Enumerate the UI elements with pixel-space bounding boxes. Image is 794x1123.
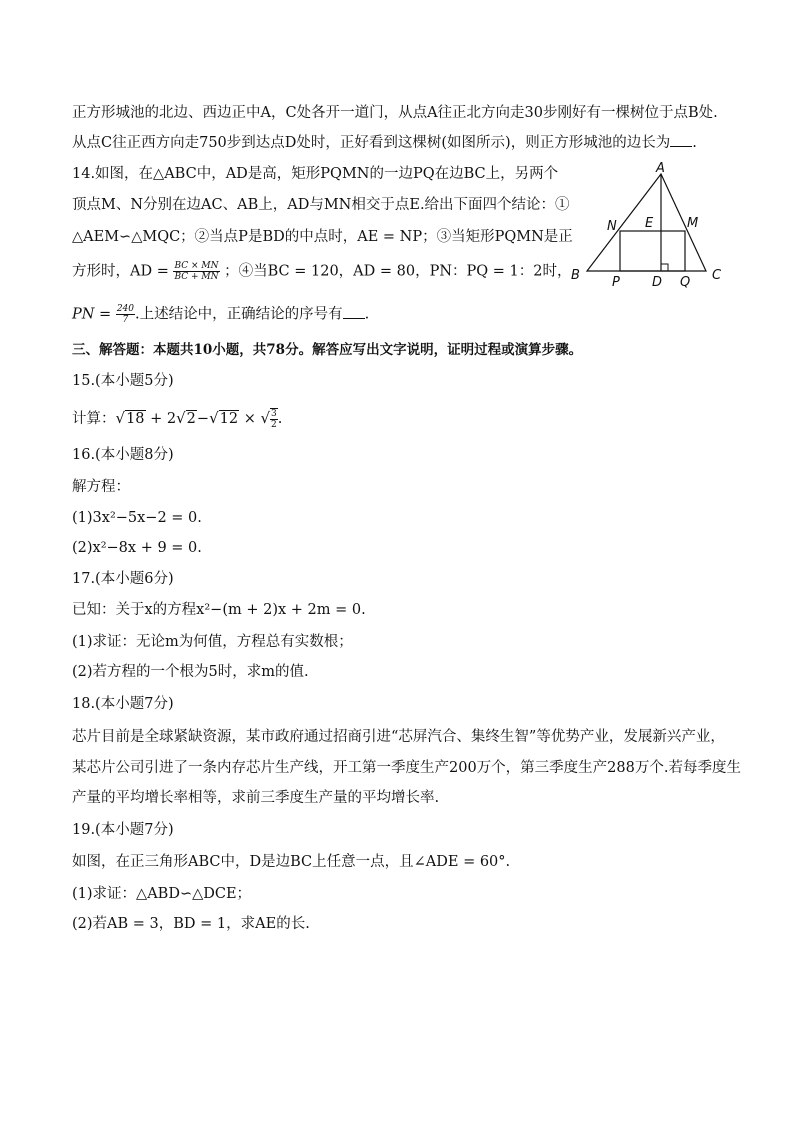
q14-line-5-tail: .上述结论中，正确结论的序号有: [135, 306, 343, 323]
q15-period: .: [277, 411, 283, 427]
q14-text-line-4: [72, 261, 572, 282]
radical-sign: √: [209, 409, 219, 427]
q13-line-2-text: 从点C往正西方向走750步到达点D处时，正好看到这棵树(如图所示)，则正方形城池的边长为: [72, 135, 671, 151]
q15-calc-label: 计算：: [72, 411, 116, 427]
label-b: B: [571, 268, 580, 283]
q14-line-4-tail: ；④当BC = 120，AD = 80，PN：PQ = 1：2时，: [224, 263, 572, 280]
q19-part-1: (1)求证：△ABD∽△DCE；: [72, 886, 252, 902]
q19-part-2: (2)若AB = 3，BD = 1，求AE的长.: [72, 916, 310, 932]
q15-heading: 15.(本小题5分): [72, 373, 174, 389]
q14-line-4-lead: 方形时，AD =: [72, 263, 169, 280]
operator: ×: [243, 411, 256, 427]
answer-blank: [343, 306, 365, 319]
fraction-denominator: BC + MN: [174, 272, 219, 282]
fraction-denominator: 2: [271, 420, 277, 430]
radicand: 2: [186, 411, 196, 427]
q13-text-line-2: 从点C往正西方向走750步到达点D处时，正好看到这棵树(如图所示)，则正方形城池的边长为 .: [72, 135, 697, 151]
right-angle-mark: [661, 264, 668, 271]
fraction-ad: [173, 261, 219, 282]
q18-line-2: 某芯片公司引进了一条内存芯片生产线，开工第一季度生产200万个，第三季度生产288万个.若每季度生: [72, 760, 741, 776]
q16-intro: 解方程：: [72, 479, 130, 495]
q14-text-line-1: 14.如图，在△ABC中，AD是高，矩形PQMN的一边PQ在边BC上，另两个: [72, 166, 559, 182]
q15-expression: [72, 408, 282, 430]
fraction-numerator: BC × MN: [174, 261, 219, 271]
label-p: P: [612, 275, 620, 290]
q17-intro: 已知：关于x的方程x²−(m + 2)x + 2m = 0.: [72, 602, 366, 618]
q16-eq-1: (1)3x²−5x−2 = 0.: [72, 510, 202, 526]
q14-text-line-2: 顶点M、N分别在边AC、AB上，AD与MN相交于点E.给出下面四个结论：①: [72, 197, 570, 213]
label-q: Q: [680, 275, 691, 290]
q13-text-line-1: 正方形城池的北边、西边正中A，C处各开一道门，从点A往正北方向走30步刚好有一棵树位于点B处.: [72, 105, 718, 121]
operator: −: [196, 411, 210, 427]
section-3-heading: 三、解答题：本题共10小题，共78分。解答应写出文字说明，证明过程或演算步骤。: [72, 342, 583, 358]
fraction-numerator: 240: [116, 304, 134, 314]
radical-sign: √: [115, 409, 126, 427]
radical-sign: √: [260, 409, 271, 427]
rectangle-pqmn: [620, 231, 685, 271]
q14-text-line-5: PN = $\frac{240}{7}$ .上述结论中，正确结论的序号有 .: [72, 304, 370, 325]
label-e: E: [645, 216, 654, 231]
triangle-figure: [565, 160, 730, 290]
q14-line-5-lead: PN =: [72, 306, 112, 323]
label-c: C: [712, 268, 722, 283]
q14-text-line-3: △AEM∽△MQC；②当点P是BD的中点时，AE = NP；③当矩形PQMN是正: [72, 229, 573, 245]
q18-line-3: 产量的平均增长率相等，求前三季度生产量的平均增长率.: [72, 790, 440, 806]
label-a: A: [656, 161, 665, 176]
q18-line-1: 芯片目前是全球紧缺资源，某市政府通过招商引进“芯屏汽合、集终生智”等优势产业，发展新兴产业，: [72, 729, 725, 745]
fraction-pn: [116, 304, 135, 325]
q18-heading: 18.(本小题7分): [72, 696, 174, 712]
q19-heading: 19.(本小题7分): [72, 822, 174, 838]
q16-eq-2: (2)x²−8x + 9 = 0.: [72, 540, 202, 556]
radical-sign: √: [176, 409, 186, 427]
radicand: 18: [126, 411, 145, 427]
label-m: M: [687, 216, 699, 231]
fraction-numerator: 3: [271, 409, 277, 419]
q16-heading: 16.(本小题8分): [72, 447, 174, 463]
label-n: N: [607, 219, 617, 234]
fraction-under-root: [270, 408, 278, 430]
answer-blank: [670, 134, 692, 147]
q19-intro: 如图，在正三角形ABC中，D是边BC上任意一点，且∠ADE = 60°.: [72, 854, 511, 870]
fraction-denominator: 7: [122, 315, 129, 325]
q17-heading: 17.(本小题6分): [72, 571, 174, 587]
operator: + 2: [150, 411, 177, 427]
radicand: 12: [219, 411, 239, 427]
q17-part-2: (2)若方程的一个根为5时，求m的值.: [72, 664, 309, 680]
label-d: D: [652, 275, 663, 290]
q17-part-1: (1)求证：无论m为何值，方程总有实数根；: [72, 634, 353, 650]
